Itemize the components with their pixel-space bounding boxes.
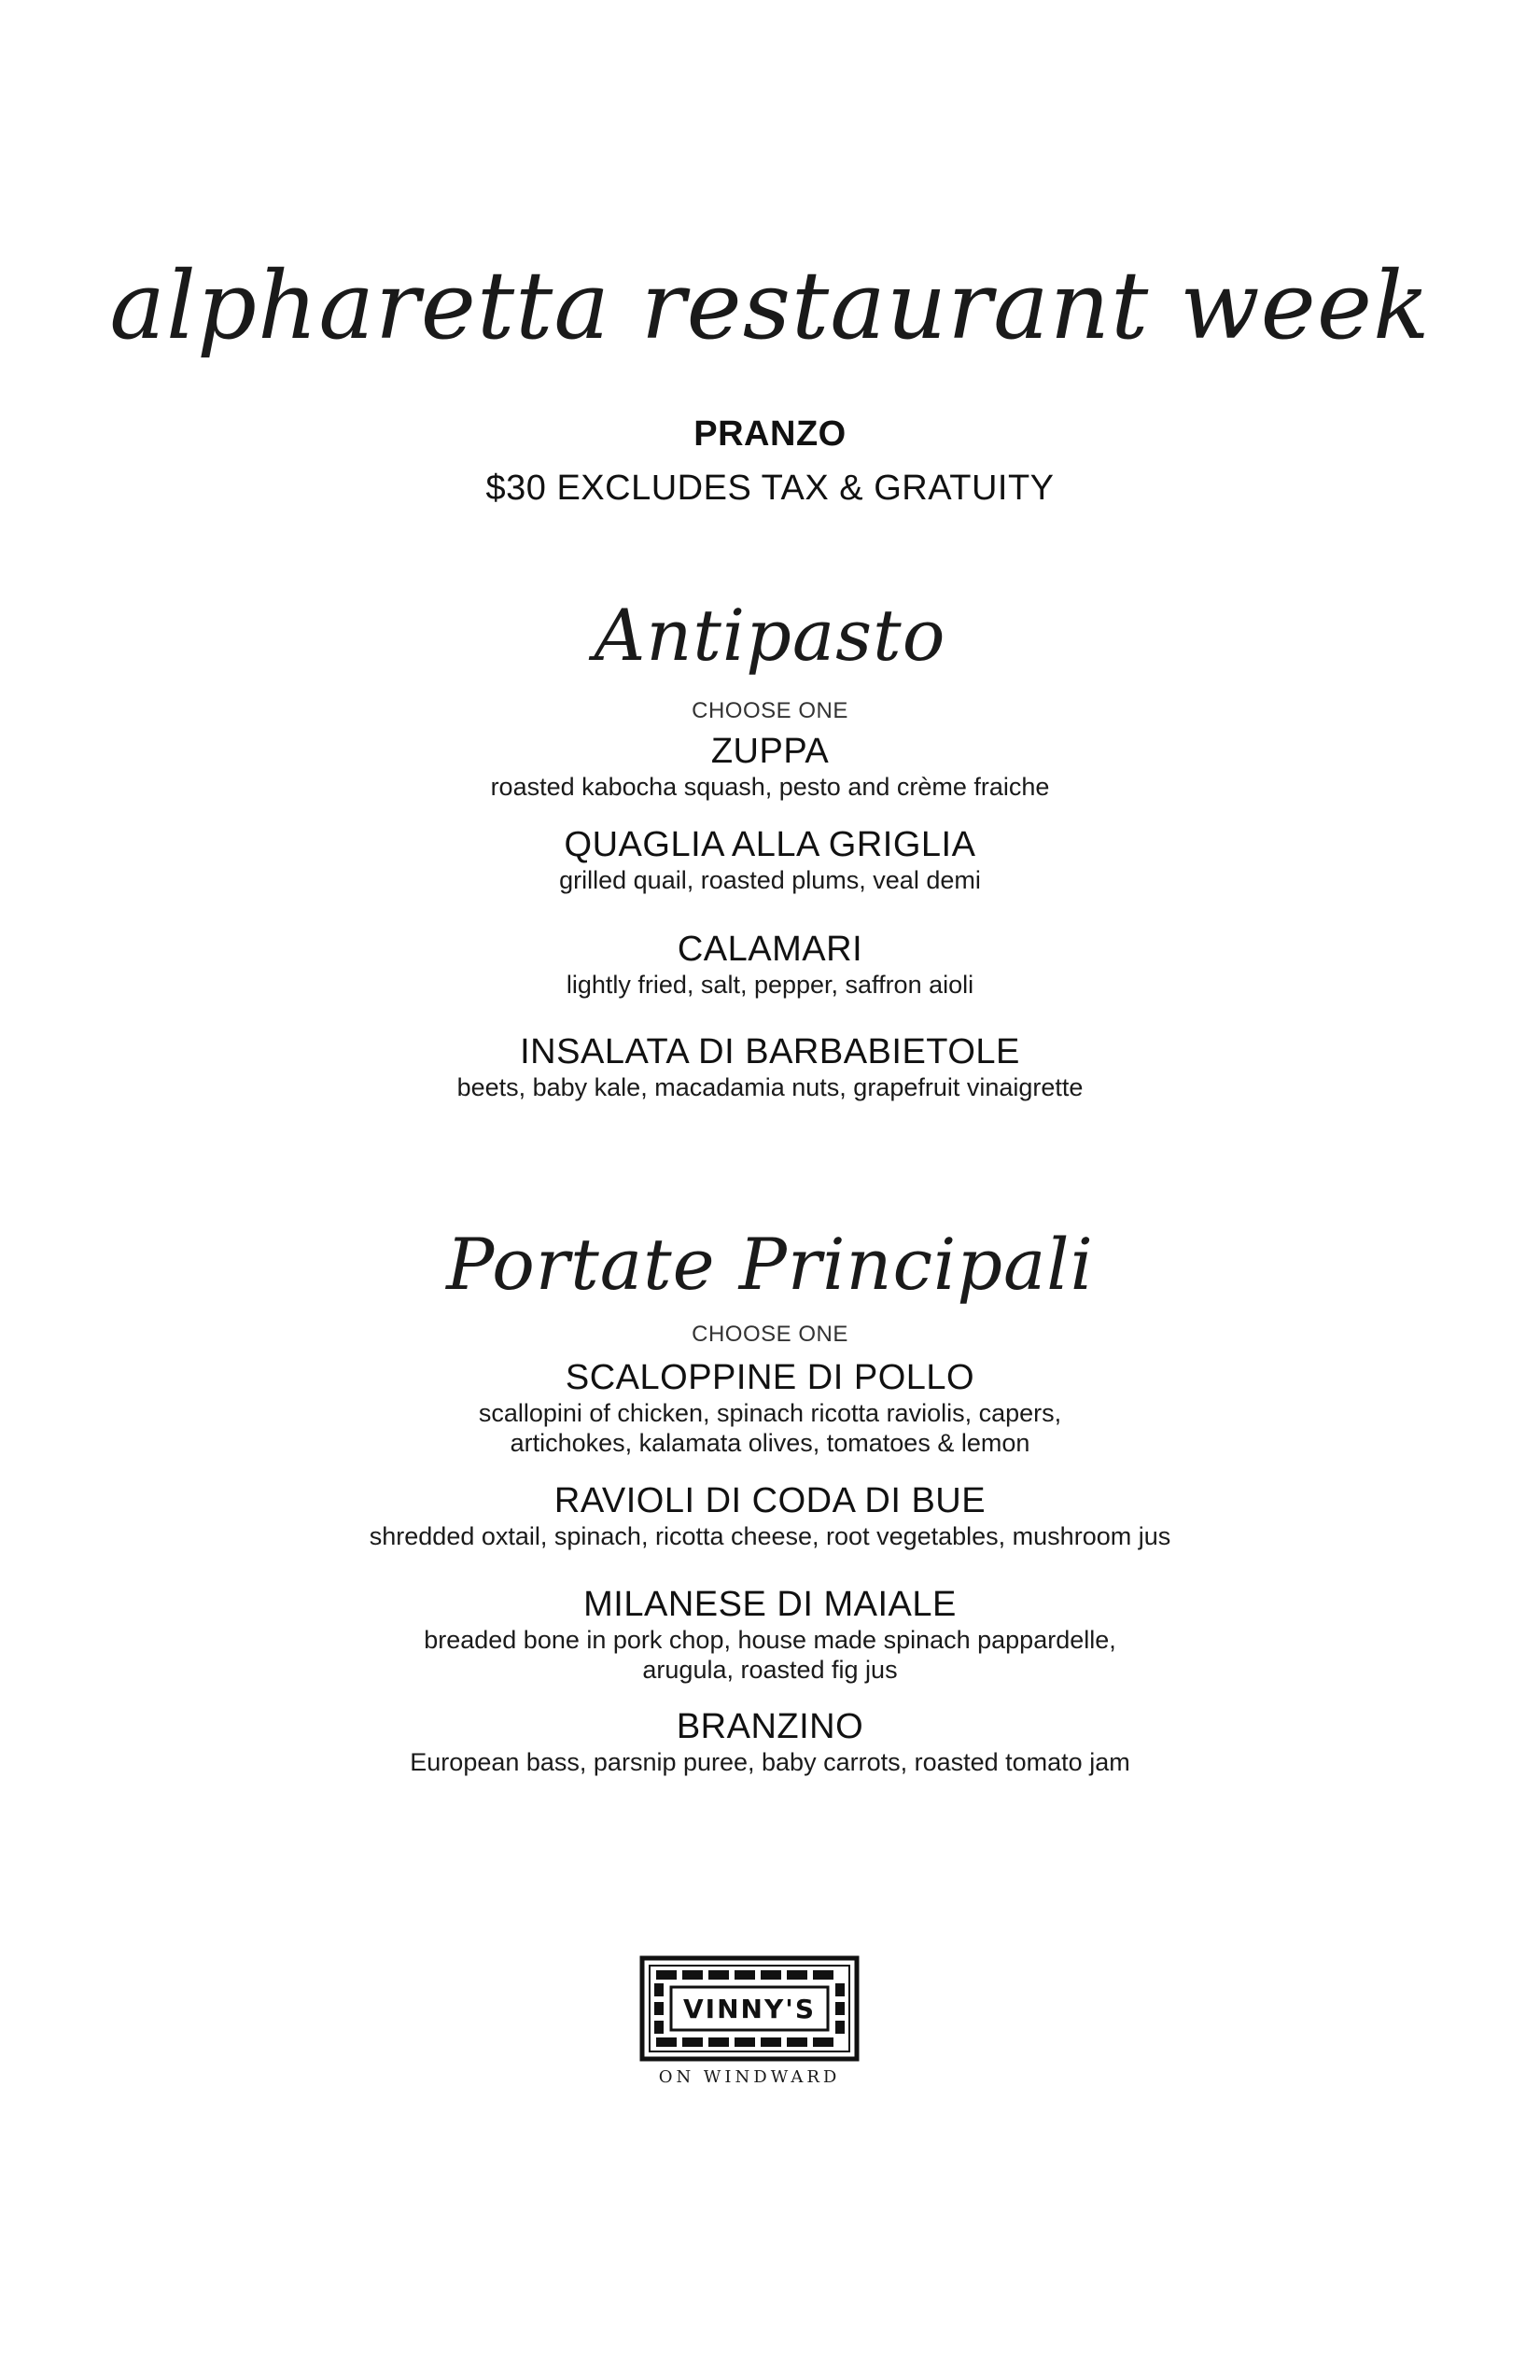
item-description: artichokes, kalamata olives, tomatoes & lemon (510, 1429, 1030, 1457)
principali-item (0, 1706, 1540, 1777)
item-name: ZUPPA (710, 732, 830, 771)
principali-item (0, 1480, 1540, 1551)
event-title: alpharetta restaurant week (109, 251, 1431, 360)
logo-tagline: ON WINDWARD (658, 2067, 841, 2087)
item-name: MILANESE DI MAIALE (583, 1585, 957, 1624)
price-note: $30 EXCLUDES TAX & GRATUITY (485, 469, 1055, 508)
item-name: INSALATA DI BARBABIETOLE (520, 1032, 1020, 1071)
item-name: SCALOPPINE DI POLLO (565, 1358, 975, 1397)
principali-item (0, 1584, 1540, 1685)
item-description: beets, baby kale, macadamia nuts, grapefruit vinaigrette (456, 1073, 1084, 1101)
item-description: lightly fried, salt, pepper, saffron aioli (566, 971, 974, 999)
svg-text:VINNY'S: VINNY'S (683, 1994, 816, 2024)
item-name: QUAGLIA ALLA GRIGLIA (564, 825, 976, 864)
item-name: BRANZINO (676, 1707, 864, 1746)
item-description: roasted kabocha squash, pesto and crème fraiche (490, 773, 1050, 801)
item-name: RAVIOLI DI CODA DI BUE (553, 1481, 987, 1520)
antipasto-item (0, 929, 1540, 1000)
item-description: scallopini of chicken, spinach ricotta raviolis, capers, (478, 1399, 1062, 1427)
item-description: grilled quail, roasted plums, veal demi (559, 866, 981, 894)
antipasto-choose-one: CHOOSE ONE (692, 698, 848, 723)
item-name: CALAMARI (677, 930, 863, 969)
meal-title: PRANZO (693, 414, 847, 454)
item-description: European bass, parsnip puree, baby carrots, roasted tomato jam (410, 1748, 1130, 1776)
antipasto-title: Antipasto (594, 594, 946, 677)
principali-title: Portate Principali (446, 1223, 1094, 1306)
principali-choose-one: CHOOSE ONE (692, 1322, 848, 1347)
antipasto-item (0, 824, 1540, 895)
item-description: shredded oxtail, spinach, ricotta cheese, root vegetables, mushroom jus (369, 1522, 1171, 1550)
antipasto-item (0, 731, 1540, 802)
antipasto-item (0, 1031, 1540, 1102)
item-description: arugula, roasted fig jus (642, 1656, 898, 1684)
item-description: breaded bone in pork chop, house made spinach pappardelle, (424, 1626, 1116, 1654)
principali-item (0, 1357, 1540, 1458)
